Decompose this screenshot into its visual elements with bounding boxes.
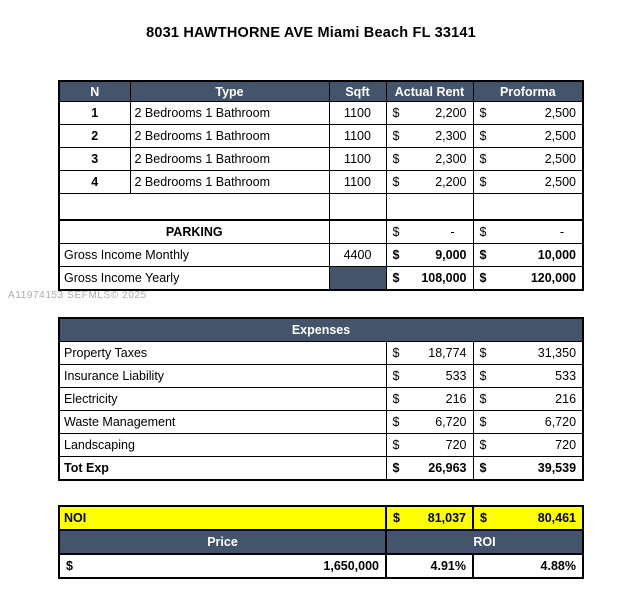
dollar-sign: $ bbox=[392, 248, 400, 262]
noi-proforma-cell: $ 80,461 bbox=[473, 506, 583, 530]
expense-row bbox=[59, 342, 583, 365]
unit-number: 1 bbox=[59, 102, 130, 125]
parking-proforma-cell: $ - bbox=[473, 220, 583, 244]
expense-actual-cell: $ 720 bbox=[386, 434, 473, 457]
expenses-table bbox=[58, 317, 584, 481]
unit-proforma-cell: $ 2,500 bbox=[473, 102, 583, 125]
parking-row bbox=[59, 220, 583, 244]
expense-actual-cell: $ 533 bbox=[386, 365, 473, 388]
total-expenses-actual-cell: $ 26,963 bbox=[386, 457, 473, 481]
dollar-sign: $ bbox=[392, 392, 400, 406]
dollar-sign: $ bbox=[392, 461, 400, 475]
roi-proforma-cell: 4.88% bbox=[473, 554, 583, 578]
dollar-sign: $ bbox=[479, 129, 487, 143]
total-expenses-label: Tot Exp bbox=[59, 457, 386, 481]
price-header: Price bbox=[59, 530, 386, 554]
expense-proforma-cell: $ 31,350 bbox=[473, 342, 583, 365]
expense-label: Waste Management bbox=[59, 411, 386, 434]
parking-label: PARKING bbox=[59, 220, 329, 244]
dollar-sign: $ bbox=[66, 559, 73, 573]
expense-proforma-cell: $ 216 bbox=[473, 388, 583, 411]
unit-row bbox=[59, 125, 583, 148]
dollar-sign: $ bbox=[392, 225, 400, 239]
dollar-sign: $ bbox=[479, 369, 487, 383]
dollar-sign: $ bbox=[392, 271, 400, 285]
dollar-sign: $ bbox=[392, 129, 400, 143]
dollar-sign: $ bbox=[392, 346, 400, 360]
filled-cell bbox=[329, 267, 386, 291]
summary-table bbox=[58, 505, 584, 579]
dollar-sign: $ bbox=[479, 415, 487, 429]
column-header-proforma: Proforma bbox=[473, 81, 583, 102]
unit-row bbox=[59, 102, 583, 125]
expense-label: Electricity bbox=[59, 388, 386, 411]
dollar-sign: $ bbox=[393, 511, 400, 525]
expense-actual-cell: $ 6,720 bbox=[386, 411, 473, 434]
expense-row bbox=[59, 388, 583, 411]
total-expenses-proforma-cell: $ 39,539 bbox=[473, 457, 583, 481]
gross-income-yearly-row bbox=[59, 267, 583, 291]
dollar-sign: $ bbox=[479, 346, 487, 360]
expense-proforma-cell: $ 720 bbox=[473, 434, 583, 457]
roi-actual-cell: 4.91% bbox=[386, 554, 473, 578]
dollar-sign: $ bbox=[480, 511, 487, 525]
dollar-sign: $ bbox=[479, 225, 487, 239]
unit-number: 4 bbox=[59, 171, 130, 194]
dollar-sign: $ bbox=[479, 248, 487, 262]
expense-label: Landscaping bbox=[59, 434, 386, 457]
mls-watermark: A11974153 SEFMLS© 2025 bbox=[8, 290, 147, 301]
spacer-row bbox=[59, 194, 583, 221]
unit-sqft: 1100 bbox=[329, 102, 386, 125]
noi-row bbox=[59, 506, 583, 530]
unit-number: 2 bbox=[59, 125, 130, 148]
expense-row bbox=[59, 434, 583, 457]
unit-row bbox=[59, 171, 583, 194]
gross-income-monthly-actual-cell: $ 9,000 bbox=[386, 244, 473, 267]
unit-proforma-cell: $ 2,500 bbox=[473, 125, 583, 148]
page-title: 8031 HAWTHORNE AVE Miami Beach FL 33141 bbox=[146, 25, 476, 41]
dollar-sign: $ bbox=[479, 461, 487, 475]
expense-actual-cell: $ 216 bbox=[386, 388, 473, 411]
dollar-sign: $ bbox=[479, 392, 487, 406]
unit-row bbox=[59, 148, 583, 171]
price-roi-header-row bbox=[59, 530, 583, 554]
dollar-sign: $ bbox=[392, 106, 400, 120]
dollar-sign: $ bbox=[392, 175, 400, 189]
price-value-row bbox=[59, 554, 583, 578]
column-header-actual-rent: Actual Rent bbox=[386, 81, 473, 102]
dollar-sign: $ bbox=[392, 438, 400, 452]
unit-type: 2 Bedrooms 1 Bathroom bbox=[130, 171, 329, 194]
unit-table-header-row bbox=[59, 81, 583, 102]
unit-sqft: 1100 bbox=[329, 125, 386, 148]
column-header-type: Type bbox=[130, 81, 329, 102]
price-cell: $ 1,650,000 bbox=[59, 554, 386, 578]
column-header-sqft: Sqft bbox=[329, 81, 386, 102]
dollar-sign: $ bbox=[479, 106, 487, 120]
expense-proforma-cell: $ 533 bbox=[473, 365, 583, 388]
expense-row bbox=[59, 365, 583, 388]
unit-actual-rent-cell: $ 2,200 bbox=[386, 102, 473, 125]
total-sqft: 4400 bbox=[329, 244, 386, 267]
unit-actual-rent-cell: $ 2,300 bbox=[386, 125, 473, 148]
dollar-sign: $ bbox=[392, 415, 400, 429]
dollar-sign: $ bbox=[479, 271, 487, 285]
gross-income-yearly-label: Gross Income Yearly bbox=[59, 267, 329, 291]
expense-proforma-cell: $ 6,720 bbox=[473, 411, 583, 434]
noi-label: NOI bbox=[59, 506, 386, 530]
unit-actual-rent-cell: $ 2,300 bbox=[386, 148, 473, 171]
unit-number: 3 bbox=[59, 148, 130, 171]
dollar-sign: $ bbox=[392, 152, 400, 166]
unit-actual-rent-cell: $ 2,200 bbox=[386, 171, 473, 194]
unit-proforma-cell: $ 2,500 bbox=[473, 171, 583, 194]
expense-label: Insurance Liability bbox=[59, 365, 386, 388]
unit-type: 2 Bedrooms 1 Bathroom bbox=[130, 125, 329, 148]
parking-sqft-cell bbox=[329, 220, 386, 244]
unit-type: 2 Bedrooms 1 Bathroom bbox=[130, 148, 329, 171]
dollar-sign: $ bbox=[479, 175, 487, 189]
gross-income-monthly-label: Gross Income Monthly bbox=[59, 244, 329, 267]
total-expenses-row bbox=[59, 457, 583, 481]
expense-label: Property Taxes bbox=[59, 342, 386, 365]
expenses-header-row bbox=[59, 318, 583, 342]
gross-income-monthly-row bbox=[59, 244, 583, 267]
dollar-sign: $ bbox=[479, 152, 487, 166]
column-header-n: N bbox=[59, 81, 130, 102]
unit-proforma-cell: $ 2,500 bbox=[473, 148, 583, 171]
expenses-header: Expenses bbox=[59, 318, 583, 342]
unit-sqft: 1100 bbox=[329, 171, 386, 194]
gross-income-yearly-proforma-cell: $ 120,000 bbox=[473, 267, 583, 291]
unit-sqft: 1100 bbox=[329, 148, 386, 171]
gross-income-yearly-actual-cell: $ 108,000 bbox=[386, 267, 473, 291]
dollar-sign: $ bbox=[479, 438, 487, 452]
expense-actual-cell: $ 18,774 bbox=[386, 342, 473, 365]
unit-income-table bbox=[58, 80, 584, 291]
dollar-sign: $ bbox=[392, 369, 400, 383]
expense-row bbox=[59, 411, 583, 434]
gross-income-monthly-proforma-cell: $ 10,000 bbox=[473, 244, 583, 267]
roi-header: ROI bbox=[386, 530, 583, 554]
unit-type: 2 Bedrooms 1 Bathroom bbox=[130, 102, 329, 125]
parking-actual-rent-cell: $ - bbox=[386, 220, 473, 244]
noi-actual-cell: $ 81,037 bbox=[386, 506, 473, 530]
